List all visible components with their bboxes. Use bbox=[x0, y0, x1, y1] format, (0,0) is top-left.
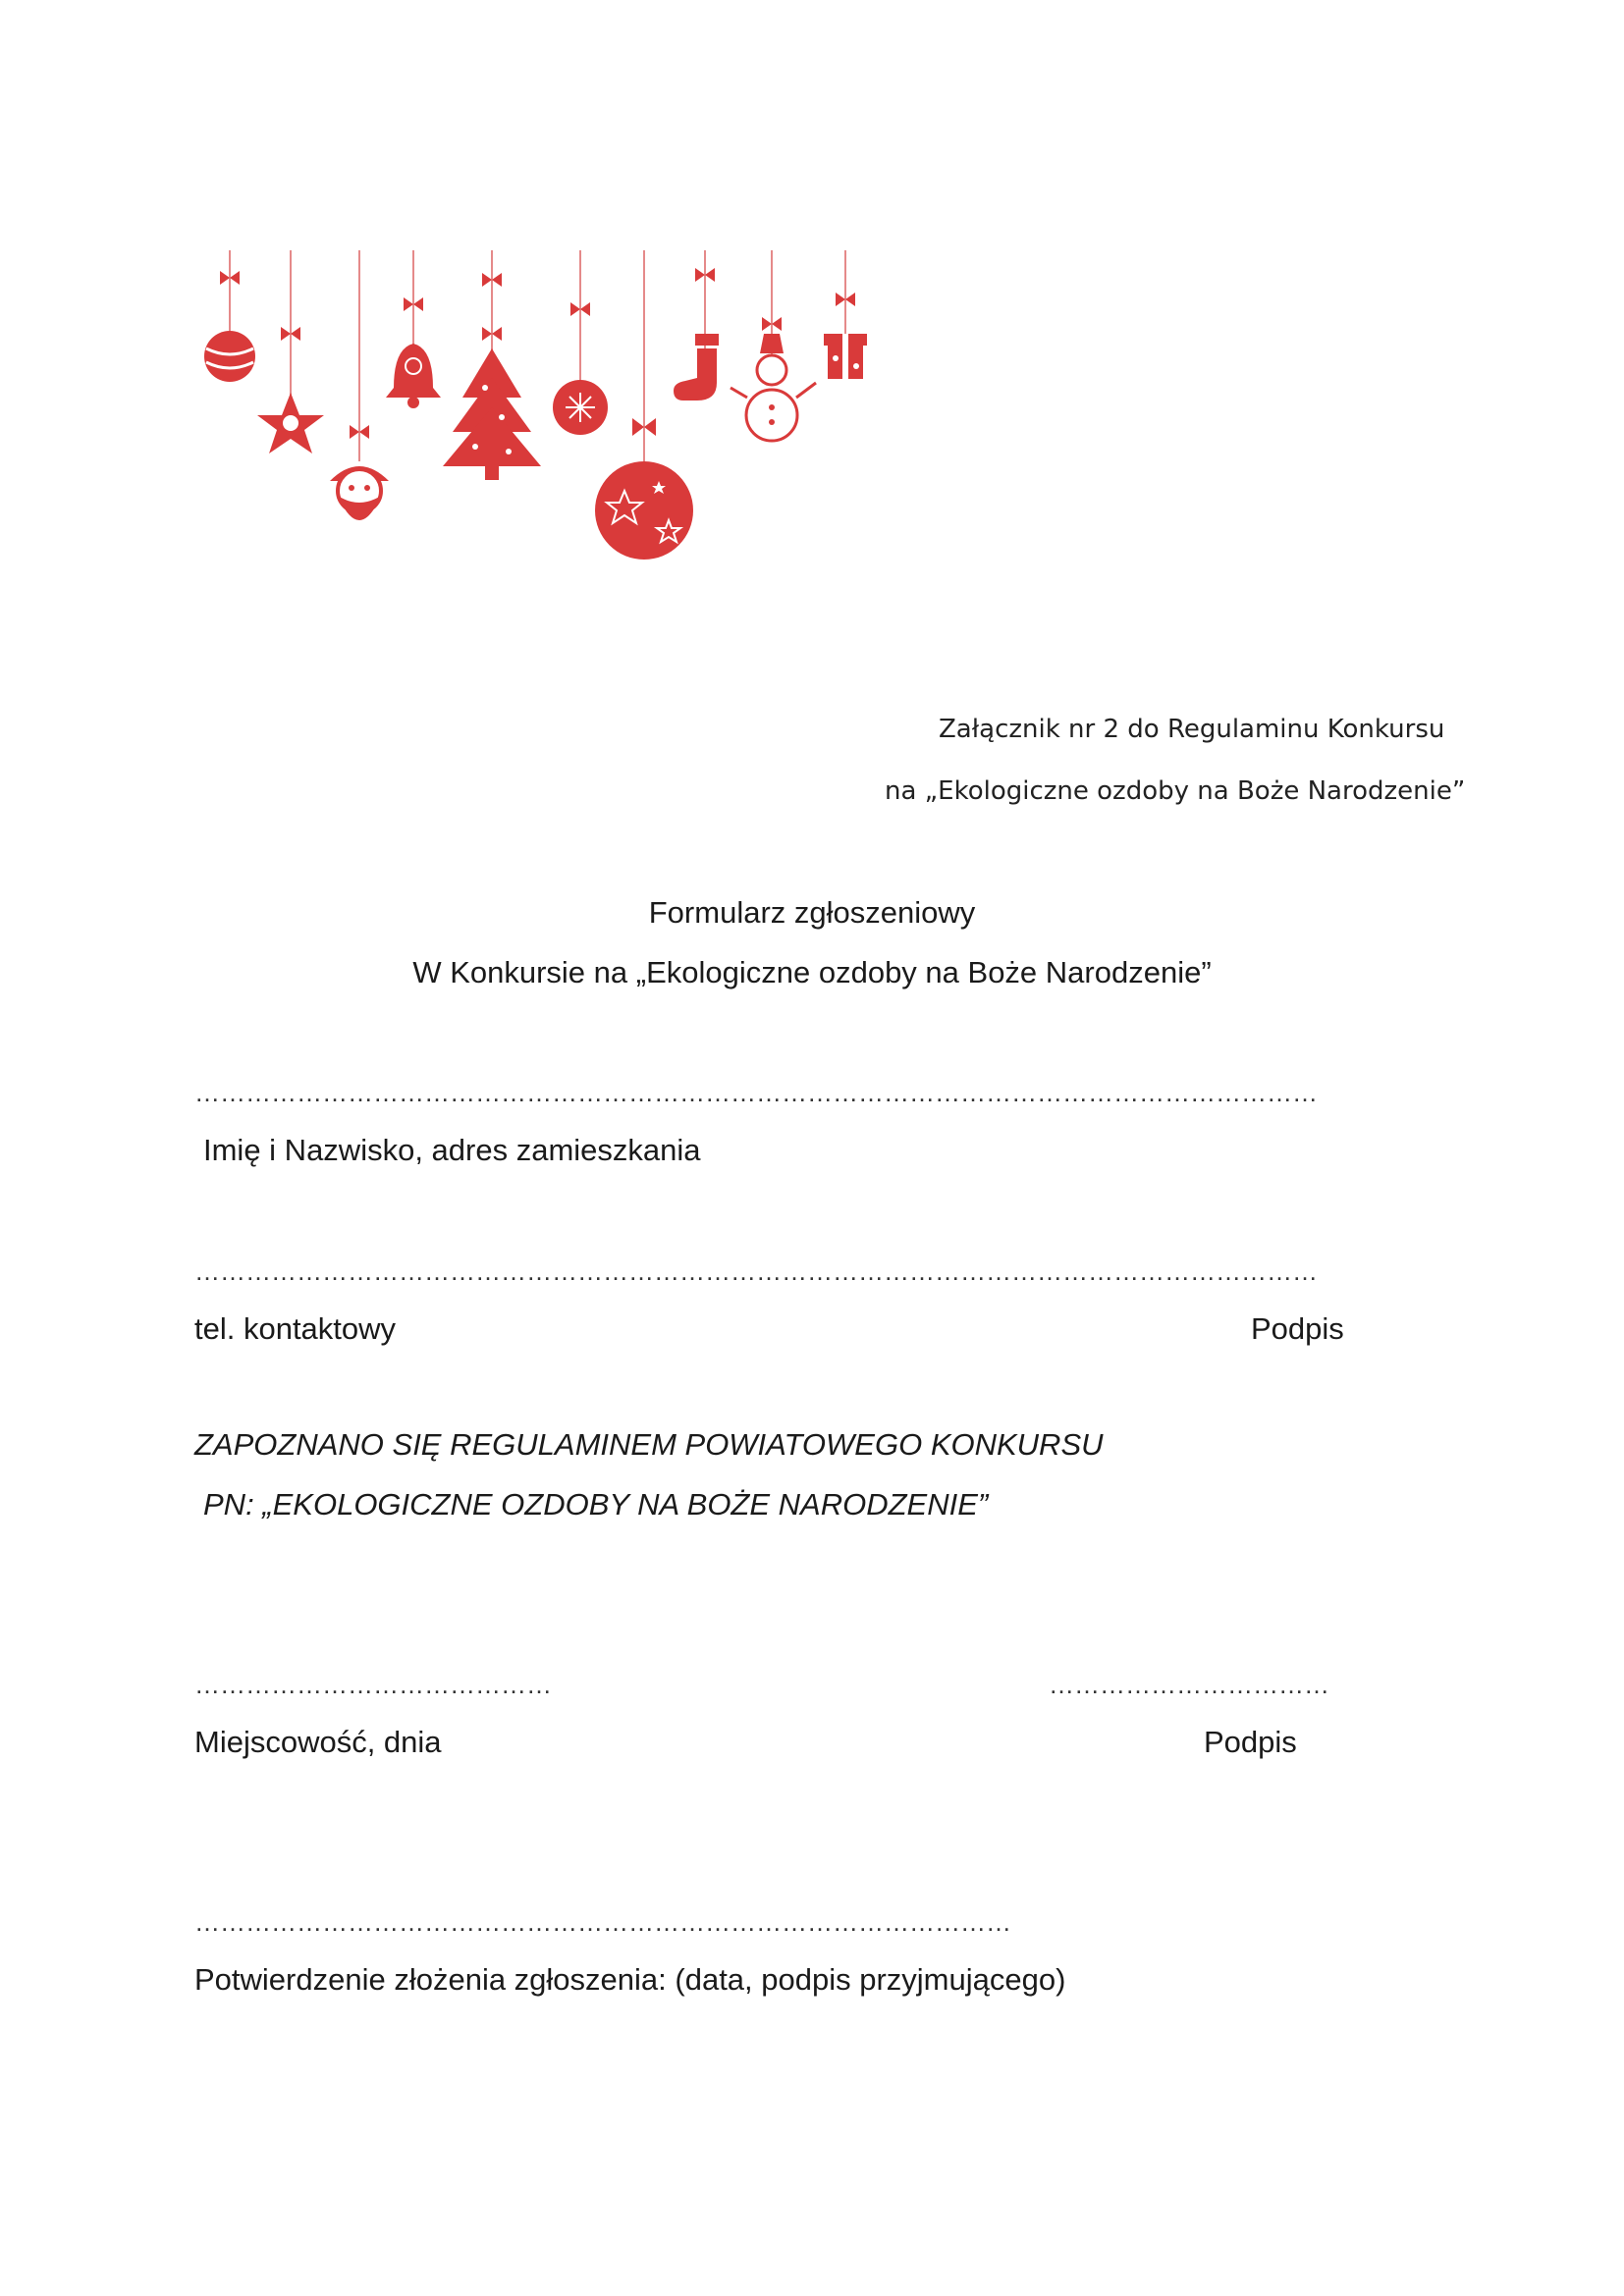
statement-line-1: ZAPOZNANO SIĘ REGULAMINEM POWIATOWEGO KONKURSU bbox=[194, 1427, 1104, 1462]
statement-line-2: PN: „EKOLOGICZNE OZDOBY NA BOŻE NARODZENIE” bbox=[203, 1487, 989, 1522]
name-address-field-line[interactable]: …………………………………………………………………………………………………………………… bbox=[194, 1078, 1318, 1107]
name-address-label: Imię i Nazwisko, adres zamieszkania bbox=[203, 1133, 701, 1167]
signature-field-line[interactable]: …………………………… bbox=[1049, 1670, 1329, 1699]
star-icon bbox=[257, 393, 324, 454]
snowman-icon bbox=[731, 334, 816, 441]
confirmation-label: Potwierdzenie złożenia zgłoszenia: (data, podpis przyjmującego) bbox=[194, 1962, 1066, 1997]
phone-label: tel. kontaktowy bbox=[194, 1311, 397, 1346]
star-bauble-icon bbox=[595, 461, 693, 560]
annex-line-1: Załącznik nr 2 do Regulaminu Konkursu bbox=[939, 715, 1445, 744]
confirmation-field-line[interactable]: …………………………………………………………………………………… bbox=[194, 1907, 1011, 1937]
gift-icon bbox=[824, 334, 867, 379]
stocking-icon bbox=[674, 334, 719, 400]
bell-icon bbox=[386, 344, 441, 408]
form-title: Formularz zgłoszeniowy bbox=[648, 895, 976, 930]
place-date-label: Miejscowość, dnia bbox=[194, 1725, 442, 1759]
phone-signature-label: Podpis bbox=[1251, 1311, 1344, 1346]
annex-line-2: na „Ekologiczne ozdoby na Boże Narodzenie” bbox=[885, 776, 1466, 806]
phone-field-line[interactable]: …………………………………………………………………………………………………………………… bbox=[194, 1256, 1318, 1286]
christmas-tree-icon bbox=[443, 348, 541, 480]
christmas-ornaments-decoration bbox=[192, 250, 880, 692]
santa-icon bbox=[330, 466, 389, 520]
form-subtitle: W Konkursie na „Ekologiczne ozdoby na Boże Narodzenie” bbox=[412, 955, 1212, 989]
bauble-icon bbox=[204, 331, 255, 382]
snowflake-bauble-icon bbox=[553, 380, 608, 435]
place-date-field-line[interactable]: …………………………………… bbox=[194, 1670, 552, 1699]
signature-label: Podpis bbox=[1204, 1725, 1297, 1759]
